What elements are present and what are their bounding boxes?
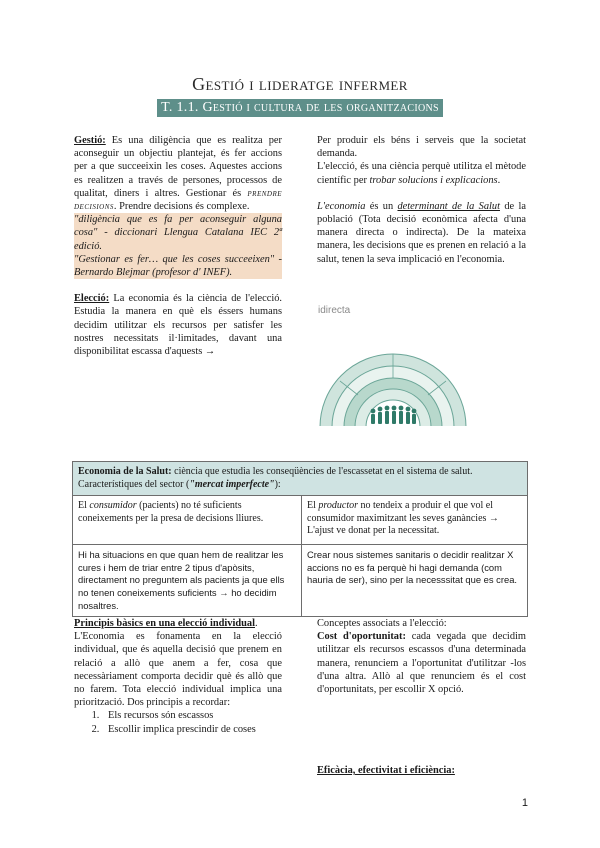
r1c2-c: no tendeix a produir el que vol el consumidor maximitzant les seves ganàncies → L'ajust ve donat per la necessitat. [307, 500, 499, 537]
conceptes-section [317, 617, 526, 696]
quote-diccionari: "diligència que es fa per aconseguir alguna cosa" - diccionari Llengua Catalana IEC 2ª edició. [74, 214, 282, 252]
gestio-text: Es una diligència que es realitza per aconseguir un objectiu plantejat, és fer accions per a que succeeixin les coses. Aquestes accions es realitzen a través de persones, processos de qualitat, diners i altres. Gestionar és [74, 135, 282, 199]
table-header-row [73, 462, 528, 496]
p3-connector: és un [365, 200, 398, 212]
table-head-end: ): [274, 478, 281, 490]
baseline-mask [318, 426, 468, 431]
table-header-cell [73, 462, 528, 496]
page-title: Gestió i lideratge infermer [192, 74, 408, 94]
eleccio-paragraph [74, 292, 282, 358]
eleccio-text: La economia és la ciència de l'elecció. Estudia la manera en què els éssers humans decidim utilitzar els recursos per satisfer les nostres necessitats il·limitades, davant una disponibilitat escassa d'aquests → [74, 293, 282, 358]
r1c1-a: El [78, 500, 90, 512]
principis-section [74, 617, 282, 736]
page-number: 1 [521, 797, 528, 809]
eficacia-heading: Eficàcia, efectivitat i eficiència: [317, 765, 455, 776]
quote-blejmar: "Gestionar es fer… que les coses succeeixen" - Bernardo Blejmar (profesor d' INEF). [74, 253, 282, 279]
r1c2-a: El [307, 500, 319, 512]
table-row [73, 545, 528, 617]
p3-text: de la població (Tota decisió econòmica afecta d'una manera directa o indirecta). De la mateixa manera, les decisions que es prenen en relació a la salut, tenen la seva implicació en l'economia. [317, 200, 526, 265]
principis-list [74, 709, 282, 735]
table-cell-consumidor [73, 496, 302, 545]
principis-heading-end: . [255, 618, 258, 629]
p3-economia: L'economia [317, 200, 366, 212]
left-column [74, 134, 282, 358]
cost-oportunitat-text: cada vegada que decidim utilitzar els recursos escassos d'una determinada manera, renunciem a l'oportunitat d'utilitzar -los d'una altra. Allò al que renunciem és el cost d'oportunitats, per escollir X opció. [317, 631, 526, 696]
table-cell-aposits: Hi ha situacions en que quan hem de realitzar les cures i hem de triar entre 2 tipus d'apòsits, directament no preguntem als pacients ja que ells no tenen coneixements suficients → ho decidim nosaltres. [73, 545, 302, 617]
table-head-text: ciència que estudia les conseqüències de l'escassetat en el sistema de salut. Característiques del sector ( [78, 466, 473, 490]
table-cell-sistemes: Crear nous sistemes sanitaris o decidir realitzar X accions no es fa perquè hi hagi demanda (com hauria de ser), sino per la necesssitat que es crea. [302, 545, 528, 617]
principis-heading-line [74, 617, 282, 630]
right-paragraph-2 [317, 160, 526, 186]
r1c2-productor: productor [318, 500, 359, 512]
right-column [317, 134, 526, 266]
eleccio-label: Elecció: [74, 293, 110, 305]
gestio-label: Gestió: [74, 135, 106, 146]
cost-oportunitat-paragraph [317, 630, 526, 696]
gestio-end: . Prendre decisions és complexe. [113, 201, 250, 213]
list-item: 2. Escollir implica prescindir de coses [102, 723, 282, 736]
economia-salut-label: Economia de la Salut: [78, 466, 172, 477]
figure-label: idirecta [318, 305, 351, 316]
r1c1-c: (pacients) no té suficients coneixements per la presa de decisions lliures. [78, 500, 264, 524]
conceptes-intro: Conceptes associats a l'elecció: [317, 618, 447, 629]
subtitle-wrap [0, 98, 600, 117]
principis-text: L'Economia es fonamenta en la elecció individual, que és aquella decisió que prenem en relació a allò que anem a fer, cosa que necessàriament comporta decidir què és allò que no farem. Tota elecció individual implica una priorització. Dos principis a recordar: [74, 631, 282, 709]
gestio-emphasis: prendre decisions [74, 187, 282, 213]
table-row [73, 496, 528, 545]
p3-determinant: determinant de la Salut [397, 200, 500, 212]
mercat-imperfecte: "mercat imperfecte" [189, 478, 275, 490]
list-item: 1. Els recursos són escassos [102, 709, 282, 722]
eficacia-section [317, 764, 526, 777]
p2-start: L'elecció, és una ciència perquè utilitza el mètode científic per [317, 161, 526, 186]
cost-oportunitat-label: Cost d'oportunitat: [317, 631, 406, 643]
principis-heading: Principis bàsics en una elecció individual [74, 618, 255, 629]
p2-emphasis: trobar solucions i explicacions [369, 174, 498, 186]
section-subtitle: T. 1.1. Gestió i cultura de les organitzacions [157, 99, 443, 117]
r1c1-consumidor: consumidor [89, 500, 137, 512]
rainbow-model-diagram [318, 307, 468, 431]
gestio-paragraph [74, 134, 282, 213]
economia-salut-table [72, 461, 528, 617]
health-determinants-figure [318, 307, 468, 431]
table-cell-productor [302, 496, 528, 545]
p2-end: . [497, 174, 501, 186]
right-paragraph-1: Per produir els béns i serveis que la societat demanda. [317, 135, 526, 160]
right-paragraph-3 [317, 200, 526, 266]
